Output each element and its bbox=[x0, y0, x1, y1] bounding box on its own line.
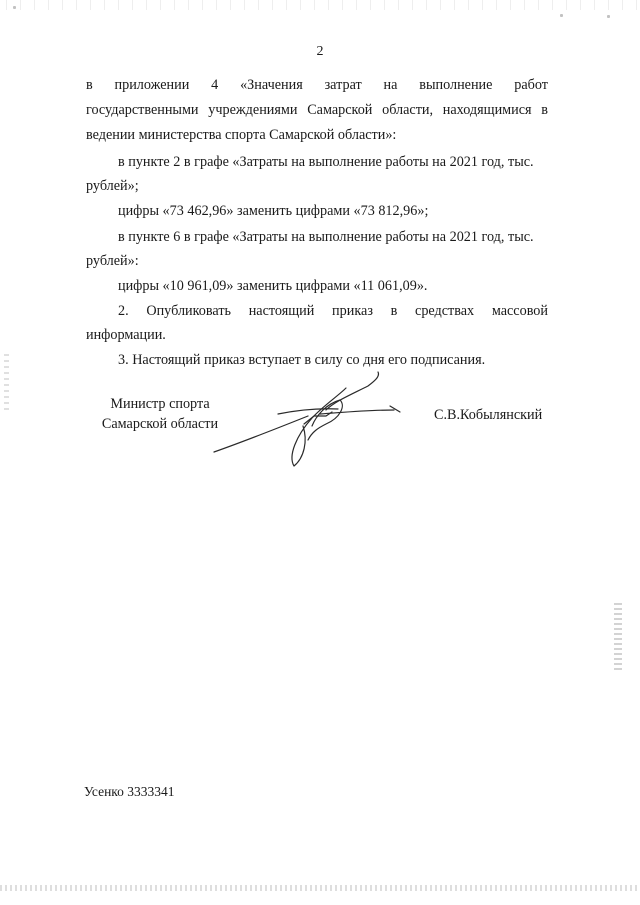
paragraph-point6-line2: рублей»: bbox=[86, 253, 139, 269]
signatory-title-line2: Самарской области bbox=[101, 416, 219, 432]
paragraph-appendix-line2: государственными учреждениями Самарской области, находящимися в bbox=[86, 102, 548, 118]
scan-dot bbox=[13, 6, 16, 9]
executor-note: Усенко 3333341 bbox=[84, 784, 175, 799]
signatory-title-line1: Министр спорта bbox=[110, 396, 210, 412]
paragraph-figures-1: цифры «73 462,96» заменить цифрами «73 812,96»; bbox=[118, 203, 429, 219]
paragraph-point2-line2: рублей»; bbox=[86, 178, 139, 194]
signatory-name: С.В.Кобылянский bbox=[434, 407, 543, 423]
paragraph-effective: 3. Настоящий приказ вступает в силу со дня его подписания. bbox=[118, 352, 486, 368]
scan-dot bbox=[607, 15, 610, 18]
paragraph-appendix-line3: ведении министерства спорта Самарской области»: bbox=[86, 127, 397, 143]
scan-edge-right bbox=[614, 600, 622, 670]
paragraph-point2-line1: в пункте 2 в графе «Затраты на выполнение работы на 2021 год, тыс. bbox=[118, 154, 534, 170]
scan-dot bbox=[560, 14, 563, 17]
paragraph-point6-line1: в пункте 6 в графе «Затраты на выполнение работы на 2021 год, тыс. bbox=[118, 229, 534, 245]
handwritten-signature bbox=[208, 366, 428, 476]
paragraph-figures-2: цифры «10 961,09» заменить цифрами «11 061,09». bbox=[118, 278, 428, 294]
paragraph-publish-line2: информации. bbox=[86, 327, 166, 343]
scan-edge-bottom bbox=[0, 885, 640, 891]
paragraph-appendix-line1: в приложении 4 «Значения затрат на выполнение работ bbox=[86, 77, 548, 93]
page-number: 2 bbox=[316, 44, 324, 59]
scan-edge-top bbox=[0, 0, 640, 10]
paragraph-publish-line1: 2. Опубликовать настоящий приказ в средствах массовой bbox=[118, 303, 548, 319]
scan-edge-left bbox=[4, 350, 9, 410]
